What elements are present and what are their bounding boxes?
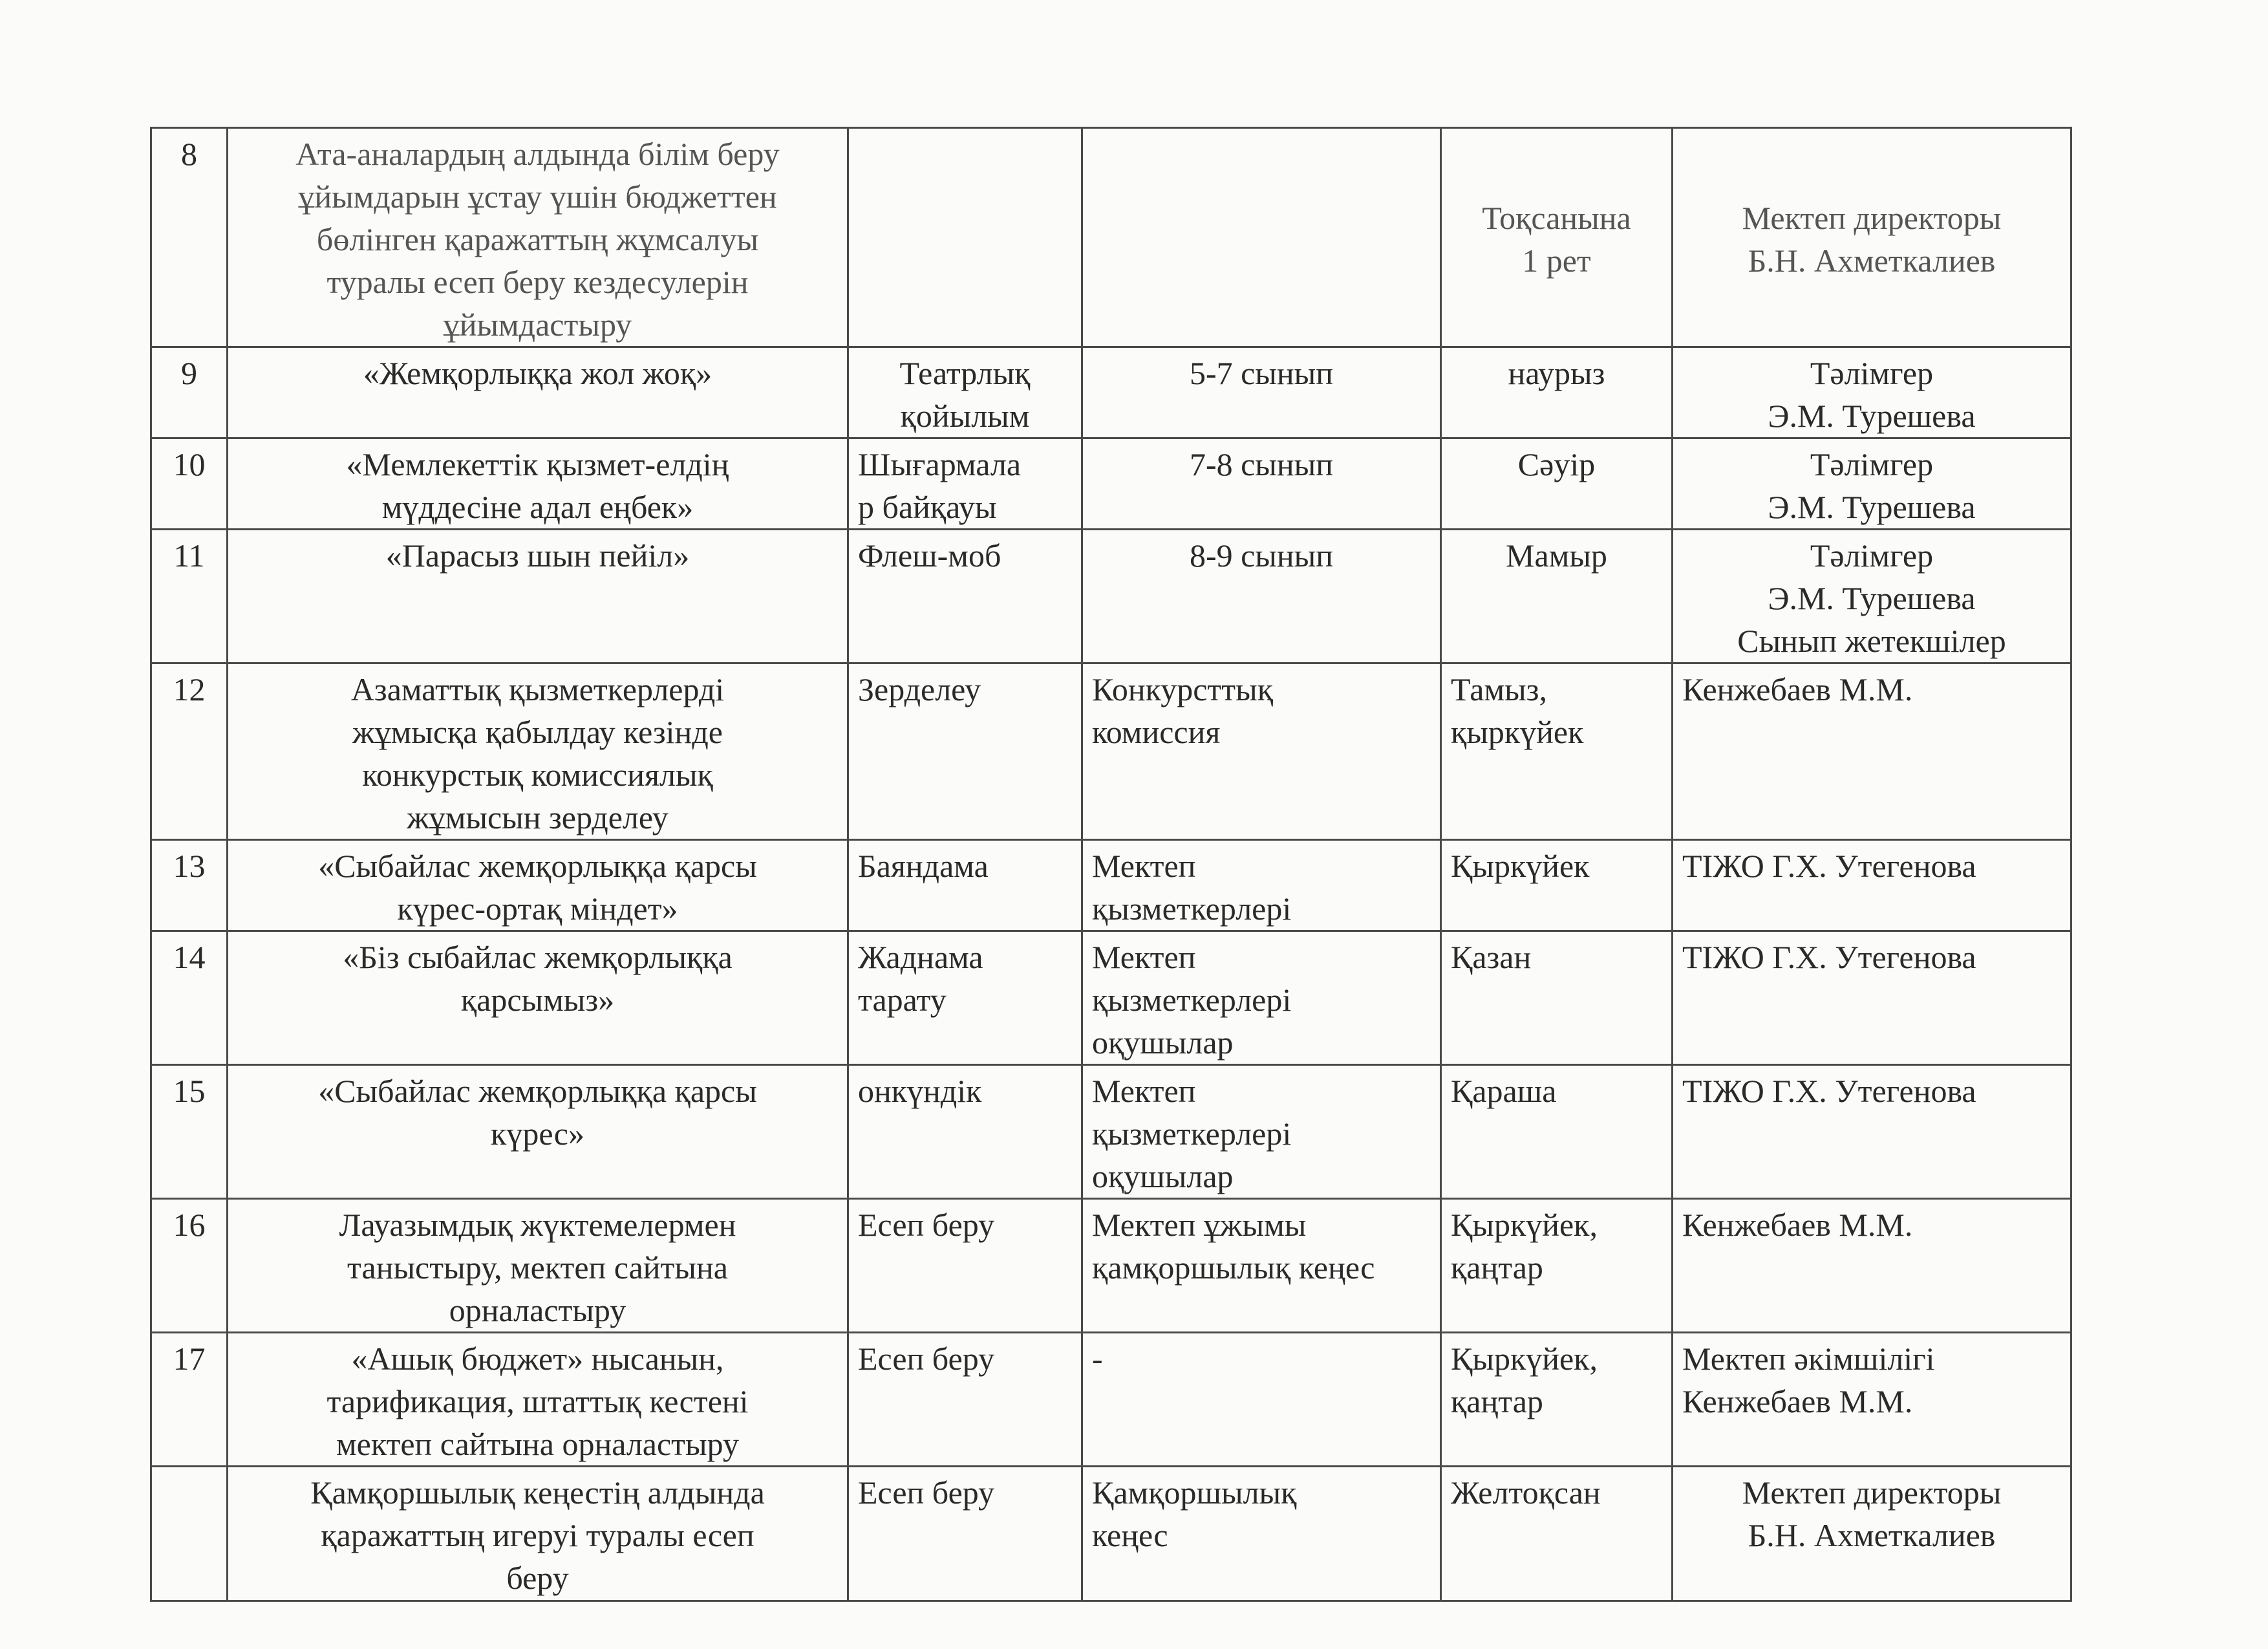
- time-cell: Тоқсанына 1 рет: [1441, 128, 1673, 347]
- time-cell: Қазан: [1441, 931, 1673, 1065]
- responsible-cell: ТІЖО Г.Х. Утегенова: [1673, 931, 2071, 1065]
- responsible-cell: Кенжебаев М.М.: [1673, 1199, 2071, 1333]
- table-row: [151, 840, 2071, 931]
- event-cell: Қамқоршылық кеңестің алдында қаражаттың игеруі туралы есеп беру: [228, 1467, 848, 1601]
- event-cell: Ата-аналардың алдында білім беру ұйымдарын ұстау үшін бюджеттен бөлінген қаражаттың жұмсалуы туралы есеп беру кездесулерін ұйымдастыру: [228, 128, 848, 347]
- audience-cell: Мектеп қызметкерлері оқушылар: [1082, 931, 1441, 1065]
- audience-cell: Қамқоршылық кеңес: [1082, 1467, 1441, 1601]
- row-number: 9: [151, 347, 228, 438]
- time-cell: Мамыр: [1441, 530, 1673, 663]
- row-number: 14: [151, 931, 228, 1065]
- event-cell: «Жемқорлыққа жол жоқ»: [228, 347, 848, 438]
- table-body: [151, 128, 2071, 1601]
- time-cell: наурыз: [1441, 347, 1673, 438]
- responsible-cell: Тәлімгер Э.М. Турешева: [1673, 438, 2071, 530]
- event-cell: «Сыбайлас жемқорлыққа қарсы күрес»: [228, 1065, 848, 1199]
- time-cell: Қыркүйек, қаңтар: [1441, 1199, 1673, 1333]
- responsible-cell: Мектеп директоры Б.Н. Ахметкалиев: [1673, 1467, 2071, 1601]
- time-cell: Желтоқсан: [1441, 1467, 1673, 1601]
- row-number: 17: [151, 1333, 228, 1467]
- audience-cell: 5-7 сынып: [1082, 347, 1441, 438]
- responsible-cell: Мектеп директоры Б.Н. Ахметкалиев: [1673, 128, 2071, 347]
- anti-corruption-plan-table: [150, 127, 2072, 1602]
- responsible-cell: Тәлімгер Э.М. Турешева Сынып жетекшілер: [1673, 530, 2071, 663]
- form-cell: Зерделеу: [848, 663, 1082, 840]
- table-row: [151, 530, 2071, 663]
- form-cell: Жаднама тарату: [848, 931, 1082, 1065]
- time-cell: Қараша: [1441, 1065, 1673, 1199]
- form-cell: Театрлық қойылым: [848, 347, 1082, 438]
- event-cell: Лауазымдық жүктемелермен таныстыру, мектеп сайтына орналастыру: [228, 1199, 848, 1333]
- form-cell: Есеп беру: [848, 1333, 1082, 1467]
- event-cell: «Парасыз шын пейіл»: [228, 530, 848, 663]
- time-cell: Сәуір: [1441, 438, 1673, 530]
- row-number: 8: [151, 128, 228, 347]
- row-number: 11: [151, 530, 228, 663]
- time-cell: Қыркүйек: [1441, 840, 1673, 931]
- event-cell: «Біз сыбайлас жемқорлыққа қарсымыз»: [228, 931, 848, 1065]
- form-cell: Есеп беру: [848, 1467, 1082, 1601]
- row-number: [151, 1467, 228, 1601]
- event-cell: «Мемлекеттік қызмет-елдің мүддесіне адал еңбек»: [228, 438, 848, 530]
- row-number: 16: [151, 1199, 228, 1333]
- responsible-cell: ТІЖО Г.Х. Утегенова: [1673, 840, 2071, 931]
- table-row: [151, 1065, 2071, 1199]
- table-row: [151, 1467, 2071, 1601]
- table-row: [151, 1333, 2071, 1467]
- table-row: [151, 438, 2071, 530]
- form-cell: [848, 128, 1082, 347]
- audience-cell: Мектеп қызметкерлері оқушылар: [1082, 1065, 1441, 1199]
- row-number: 15: [151, 1065, 228, 1199]
- audience-cell: Конкурсттық комиссия: [1082, 663, 1441, 840]
- audience-cell: Мектеп ұжымы қамқоршылық кеңес: [1082, 1199, 1441, 1333]
- audience-cell: [1082, 128, 1441, 347]
- event-cell: «Сыбайлас жемқорлыққа қарсы күрес-ортақ міндет»: [228, 840, 848, 931]
- responsible-cell: Мектеп әкімшілігі Кенжебаев М.М.: [1673, 1333, 2071, 1467]
- row-number: 13: [151, 840, 228, 931]
- event-cell: Азаматтық қызметкерлерді жұмысқа қабылдау кезінде конкурстық комиссиялық жұмысын зерделеу: [228, 663, 848, 840]
- time-cell: Қыркүйек, қаңтар: [1441, 1333, 1673, 1467]
- event-cell: «Ашық бюджет» нысанын, тарификация, штаттық кестені мектеп сайтына орналастыру: [228, 1333, 848, 1467]
- audience-cell: -: [1082, 1333, 1441, 1467]
- table-row: [151, 1199, 2071, 1333]
- table-row: [151, 128, 2071, 347]
- table-row: [151, 931, 2071, 1065]
- table-row: [151, 347, 2071, 438]
- form-cell: Есеп беру: [848, 1199, 1082, 1333]
- form-cell: Флеш-моб: [848, 530, 1082, 663]
- audience-cell: 8-9 сынып: [1082, 530, 1441, 663]
- time-cell: Тамыз, қыркүйек: [1441, 663, 1673, 840]
- audience-cell: 7-8 сынып: [1082, 438, 1441, 530]
- responsible-cell: Тәлімгер Э.М. Турешева: [1673, 347, 2071, 438]
- responsible-cell: ТІЖО Г.Х. Утегенова: [1673, 1065, 2071, 1199]
- responsible-cell: Кенжебаев М.М.: [1673, 663, 2071, 840]
- row-number: 10: [151, 438, 228, 530]
- row-number: 12: [151, 663, 228, 840]
- form-cell: Баяндама: [848, 840, 1082, 931]
- form-cell: онкүндік: [848, 1065, 1082, 1199]
- table-row: [151, 663, 2071, 840]
- audience-cell: Мектеп қызметкерлері: [1082, 840, 1441, 931]
- form-cell: Шығармала р байқауы: [848, 438, 1082, 530]
